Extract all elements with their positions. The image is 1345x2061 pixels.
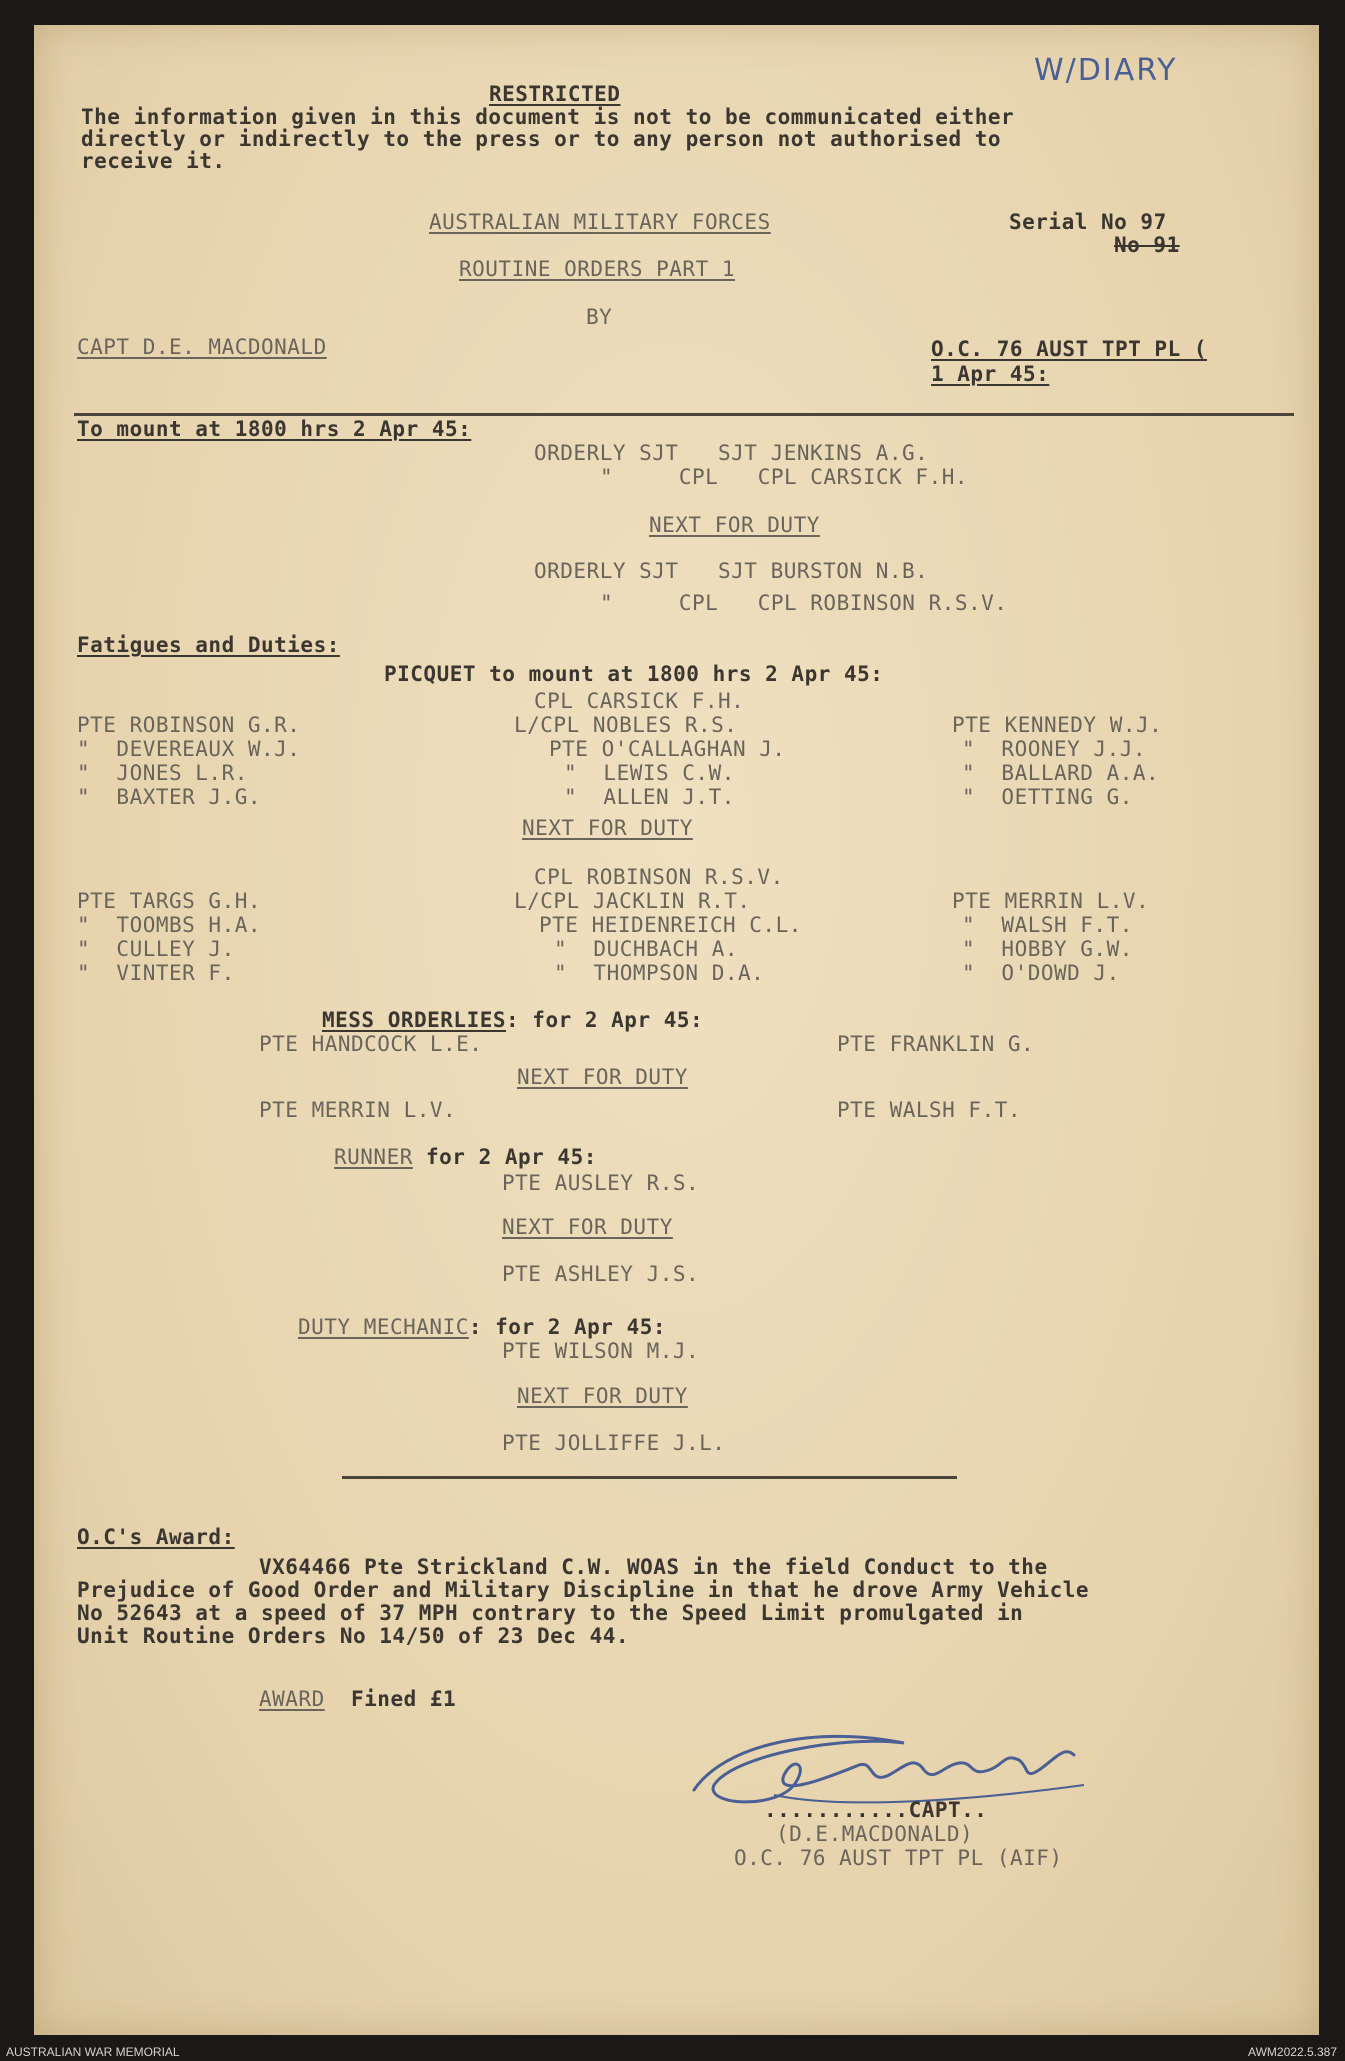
list-item: PTE ROBINSON G.R. (77, 713, 301, 737)
fatigues-heading: Fatigues and Duties: (77, 633, 340, 657)
mess-heading-rest: : for 2 Apr 45: (506, 1008, 704, 1032)
award-body-4: Unit Routine Orders No 14/50 of 23 Dec 44. (77, 1624, 630, 1648)
signature-unit: O.C. 76 AUST TPT PL (AIF) (734, 1846, 1063, 1870)
award-body-1: VX64466 Pte Strickland C.W. WOAS in the field Conduct to the (259, 1555, 1048, 1579)
picquet-cpl: CPL CARSICK F.H. (534, 689, 745, 713)
mechanic-1: PTE WILSON M.J. (502, 1339, 700, 1363)
list-item: PTE KENNEDY W.J. (952, 713, 1163, 737)
picquet-line: PICQUET to mount at 1800 hrs 2 Apr 45: (384, 662, 884, 686)
list-item: " DUCHBACH A. (554, 937, 739, 961)
mechanic-heading-label: DUTY MECHANIC (298, 1315, 469, 1339)
award-body-3: No 52643 at a speed of 37 MPH contrary to the Speed Limit promulgated in (77, 1601, 1024, 1625)
runner-heading-label: RUNNER (334, 1145, 413, 1169)
order-date: 1 Apr 45: (931, 362, 1050, 386)
restricted-heading: RESTRICTED (489, 82, 621, 106)
mess-orderly-1: PTE HANDCOCK L.E. (259, 1032, 483, 1056)
list-item: " HOBBY G.W. (962, 937, 1133, 961)
mount-next-heading: NEXT FOR DUTY (649, 513, 820, 537)
mess-heading (322, 1008, 703, 1032)
list-item: PTE O'CALLAGHAN J. (549, 737, 786, 761)
list-item: " ALLEN J.T. (564, 785, 735, 809)
mount-line-4: " CPL CPL ROBINSON R.S.V. (600, 591, 1008, 615)
list-item: " LEWIS C.W. (564, 761, 735, 785)
runner-heading (334, 1145, 597, 1169)
mount-heading: To mount at 1800 hrs 2 Apr 45: (77, 417, 472, 441)
footer-left: AUSTRALIAN WAR MEMORIAL (6, 2045, 180, 2059)
mechanic-next-1: PTE JOLLIFFE J.L. (502, 1431, 726, 1455)
list-item: " DEVEREAUX W.J. (77, 737, 301, 761)
list-item: " THOMPSON D.A. (554, 961, 765, 985)
runner-heading-rest: for 2 Apr 45: (412, 1145, 597, 1169)
list-item: " CULLEY J. (77, 937, 235, 961)
list-item: PTE TARGS G.H. (77, 889, 262, 913)
mount-line-2: " CPL CPL CARSICK F.H. (600, 465, 969, 489)
section-rule (342, 1476, 957, 1479)
footer-right: AWM2022.5.387 (1248, 2045, 1337, 2059)
list-item: " BAXTER J.G. (77, 785, 262, 809)
force-heading: AUSTRALIAN MILITARY FORCES (429, 210, 771, 234)
award-heading: O.C's Award: (77, 1525, 235, 1549)
notice-line-1: The information given in this document is not to be communicated either (81, 105, 1015, 129)
picquet-next-heading: NEXT FOR DUTY (522, 816, 693, 840)
officer-name: CAPT D.E. MACDONALD (77, 335, 327, 359)
list-item: L/CPL JACKLIN R.T. (514, 889, 751, 913)
list-item: " WALSH F.T. (962, 913, 1133, 937)
list-item: " JONES L.R. (77, 761, 248, 785)
mess-next-2: PTE WALSH F.T. (837, 1098, 1022, 1122)
list-item: " OETTING G. (962, 785, 1133, 809)
signature-rank: ...........CAPT.. (764, 1798, 988, 1822)
header-rule (74, 413, 1294, 416)
award-fine: Fined £1 (351, 1687, 457, 1711)
list-item: PTE HEIDENREICH C.L. (539, 913, 802, 937)
list-item: " TOOMBS H.A. (77, 913, 262, 937)
list-item: " VINTER F. (77, 961, 235, 985)
list-item: PTE MERRIN L.V. (952, 889, 1150, 913)
mechanic-next-heading: NEXT FOR DUTY (517, 1384, 688, 1408)
by-label: BY (586, 305, 613, 329)
runner-1: PTE AUSLEY R.S. (502, 1171, 700, 1195)
award-label: AWARD (259, 1687, 325, 1711)
mess-orderly-2: PTE FRANKLIN G. (837, 1032, 1035, 1056)
mechanic-heading-rest: : for 2 Apr 45: (468, 1315, 667, 1339)
mess-next-heading: NEXT FOR DUTY (517, 1065, 688, 1089)
signature-name: (D.E.MACDONALD) (776, 1822, 974, 1846)
award-result (259, 1687, 456, 1711)
mount-line-1: ORDERLY SJT SJT JENKINS A.G. (534, 441, 929, 465)
serial-number: Serial No 97 (1009, 210, 1167, 234)
list-item: " O'DOWD J. (962, 961, 1120, 985)
picquet-next-cpl: CPL ROBINSON R.S.V. (534, 865, 784, 889)
serial-struck: No 91 (1114, 233, 1180, 257)
notice-line-3: receive it. (81, 149, 226, 173)
award-body-2: Prejudice of Good Order and Military Discipline in that he drove Army Vehicle (77, 1578, 1090, 1602)
mechanic-heading (298, 1315, 666, 1339)
mount-line-3: ORDERLY SJT SJT BURSTON N.B. (534, 559, 929, 583)
list-item: " ROONEY J.J. (962, 737, 1147, 761)
runner-next-1: PTE ASHLEY J.S. (502, 1262, 700, 1286)
runner-next-heading: NEXT FOR DUTY (502, 1215, 673, 1239)
war-diary-annotation: W/DIARY (1034, 53, 1178, 88)
notice-line-2: directly or indirectly to the press or to any person not authorised to (81, 127, 1002, 151)
mess-next-1: PTE MERRIN L.V. (259, 1098, 457, 1122)
unit-line: O.C. 76 AUST TPT PL ( (931, 337, 1208, 361)
list-item: " BALLARD A.A. (962, 761, 1160, 785)
document-page (34, 25, 1319, 2035)
mess-heading-label: MESS ORDERLIES (322, 1008, 507, 1032)
orders-heading: ROUTINE ORDERS PART 1 (459, 257, 736, 281)
list-item: L/CPL NOBLES R.S. (514, 713, 738, 737)
